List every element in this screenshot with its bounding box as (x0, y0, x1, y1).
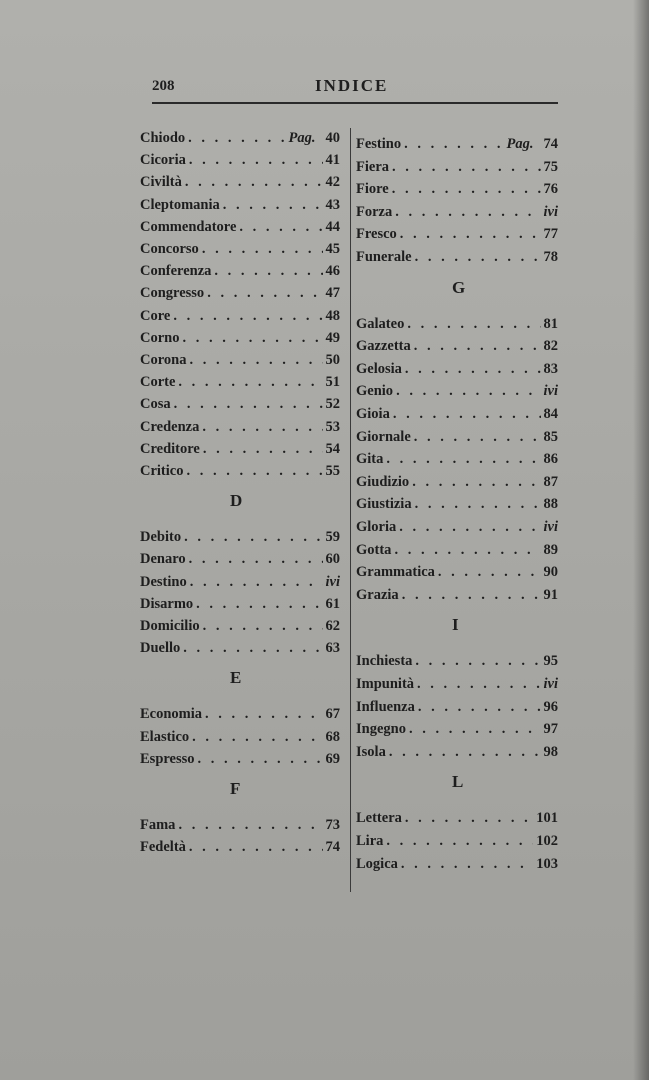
dot-leader (386, 833, 533, 850)
index-entry (356, 406, 558, 423)
entry-page-number: 76 (543, 181, 558, 198)
dot-leader (401, 856, 533, 873)
index-entry (140, 308, 340, 325)
entry-term: Cosa (140, 396, 171, 413)
index-entry (140, 618, 340, 635)
entry-page-number: 69 (325, 750, 340, 767)
entry-term: Fresco (356, 226, 397, 243)
entry-page-number: 83 (543, 360, 558, 377)
entry-page-number: 62 (325, 618, 340, 634)
dot-leader (389, 744, 541, 761)
section-letter-e: E (230, 668, 243, 688)
dot-leader (184, 529, 322, 546)
entry-page-number: 77 (543, 226, 558, 243)
entry-term: Cleptomania (140, 196, 220, 213)
index-entry (356, 587, 558, 604)
entry-term: Corno (140, 329, 180, 346)
index-entry (140, 751, 340, 768)
dot-leader (414, 429, 541, 446)
dot-leader (182, 330, 322, 347)
entry-term: Cicoria (140, 152, 186, 169)
entry-page-number: 78 (543, 249, 558, 265)
entry-term: Grammatica (356, 564, 435, 581)
entry-page-number: 91 (543, 586, 558, 603)
index-entry (356, 721, 558, 738)
page-abbrev: Pag. (506, 136, 534, 152)
index-entry (356, 159, 558, 176)
entry-term: Gloria (356, 519, 397, 535)
index-entry (140, 640, 340, 657)
index-entry (140, 374, 340, 391)
section-letter-l: L (452, 772, 465, 792)
header-rule (152, 102, 558, 104)
index-entry (356, 338, 558, 355)
entry-page-number: 44 (325, 218, 340, 235)
entry-term: Core (140, 307, 171, 324)
section-letter-f: F (230, 779, 242, 798)
index-entry (140, 263, 340, 280)
index-entry (356, 810, 558, 827)
entry-page-number: 61 (325, 595, 340, 612)
entry-term: Commendatore (140, 218, 237, 235)
entry-term: Economia (140, 706, 203, 723)
entry-term: Credenza (140, 418, 200, 435)
entry-term: Giudizio (356, 473, 410, 490)
dot-leader (190, 574, 323, 591)
index-entry (140, 706, 340, 723)
index-entry (356, 519, 558, 536)
entry-term: Grazia (356, 586, 399, 603)
dot-leader (415, 496, 541, 513)
entry-term: Influenza (356, 698, 415, 715)
entry-page-number: 73 (325, 817, 340, 833)
index-entry (356, 496, 558, 513)
entry-page-number: 45 (325, 241, 340, 257)
index-entry (356, 856, 558, 873)
index-entry (356, 204, 558, 221)
entry-term: Giornale (356, 428, 411, 445)
entry-term: Fama (140, 817, 176, 833)
entry-page-number: 90 (543, 564, 558, 581)
entry-page-number: 41 (325, 152, 340, 169)
entry-page-number: 86 (543, 451, 558, 468)
entry-term: Chiodo (140, 130, 186, 146)
dot-leader (392, 181, 541, 198)
entry-page-number: 52 (325, 396, 340, 413)
entry-page-number: 95 (543, 653, 558, 670)
index-entry (140, 551, 340, 568)
entry-page-number: 54 (325, 440, 340, 457)
dot-leader (188, 130, 285, 147)
entry-page-number: 50 (325, 352, 340, 368)
entry-term: Isola (356, 743, 386, 760)
index-entry (140, 219, 340, 236)
entry-term: Civiltà (140, 174, 182, 191)
index-entry (356, 542, 558, 559)
entry-term: Espresso (140, 750, 195, 767)
entry-term: Fiera (356, 158, 390, 175)
dot-leader (178, 374, 322, 391)
index-entry (140, 529, 340, 546)
page-abbrev: Pag. (288, 130, 316, 146)
dot-leader (409, 721, 541, 738)
entry-term: Critico (140, 463, 184, 479)
entry-page-number: ivi (543, 383, 558, 400)
index-entry (356, 451, 558, 468)
dot-leader (405, 810, 533, 827)
entry-page-number: ivi (543, 203, 558, 220)
entry-page-number: 85 (543, 428, 558, 445)
entry-page-number: 74 (325, 839, 340, 856)
entry-term: Corona (140, 352, 187, 368)
index-entry (140, 130, 340, 147)
entry-term: Fedeltà (140, 839, 186, 856)
entry-term: Fiore (356, 181, 389, 198)
dot-leader (396, 383, 540, 400)
entry-term: Creditore (140, 440, 200, 457)
dot-leader (205, 706, 322, 723)
dot-leader (400, 226, 541, 243)
dot-leader (392, 159, 540, 176)
entry-term: Galateo (356, 315, 405, 332)
index-entry (356, 564, 558, 581)
entry-term: Inchiesta (356, 653, 413, 670)
dot-leader (185, 174, 323, 191)
index-entry (356, 833, 558, 850)
dot-leader (183, 640, 322, 657)
dot-leader (412, 474, 540, 491)
index-entry (140, 152, 340, 169)
entry-page-number: ivi (325, 573, 340, 590)
dot-leader (402, 587, 541, 604)
section-letter-g: G (452, 277, 467, 297)
index-entry (356, 361, 558, 378)
entry-page-number: 98 (543, 743, 558, 760)
index-entry (140, 330, 340, 347)
index-entry (140, 174, 340, 191)
entry-page-number: 101 (536, 810, 558, 827)
entry-page-number: ivi (543, 676, 558, 692)
entry-page-number: 75 (543, 158, 558, 175)
index-entry (140, 419, 340, 436)
entry-page-number: 42 (325, 174, 340, 191)
section-letter-d: D (230, 491, 244, 511)
entry-page-number: 47 (325, 285, 340, 302)
entry-page-number: 96 (543, 698, 558, 715)
entry-page-number: 81 (543, 315, 558, 332)
dot-leader (399, 519, 540, 536)
dot-leader (223, 197, 323, 214)
index-entry (356, 383, 558, 400)
index-entry (356, 744, 558, 761)
entry-page-number: 63 (325, 640, 340, 657)
entry-page-number: 74 (543, 136, 558, 152)
entry-term: Disarmo (140, 595, 194, 612)
entry-term: Genio (356, 383, 394, 400)
entry-term: Gazzetta (356, 338, 411, 355)
index-entry (356, 136, 558, 153)
index-entry (356, 316, 558, 333)
dot-leader (178, 817, 322, 834)
index-entry (356, 181, 558, 198)
index-entry (140, 839, 340, 856)
index-entry (140, 463, 340, 480)
entry-page-number: 89 (543, 541, 558, 558)
entry-term: Gioia (356, 406, 390, 422)
entry-page-number: 84 (543, 406, 558, 422)
entry-term: Forza (356, 203, 393, 220)
entry-page-number: 51 (325, 374, 340, 391)
dot-leader (186, 463, 322, 480)
entry-term: Funerale (356, 249, 412, 265)
entry-term: Corte (140, 374, 176, 391)
entry-term: Lira (356, 833, 384, 849)
column-divider (350, 128, 351, 892)
section-letter-i: I (452, 615, 460, 635)
index-entry (356, 474, 558, 491)
dot-leader (404, 136, 503, 153)
entry-page-number: 67 (325, 706, 340, 723)
index-entry (140, 596, 340, 613)
index-entry (356, 429, 558, 446)
entry-page-number: 49 (325, 329, 340, 346)
dot-leader (189, 551, 323, 568)
entry-term: Debito (140, 529, 182, 546)
entry-page-number: 48 (325, 307, 340, 324)
entry-term: Logica (356, 855, 398, 872)
entry-term: Gita (356, 451, 384, 468)
entry-page-number: 55 (325, 463, 340, 479)
entry-term: Congresso (140, 285, 205, 302)
entry-term: Ingegno (356, 721, 406, 738)
entry-page-number: 82 (543, 338, 558, 355)
dot-leader (386, 451, 540, 468)
entry-page-number: 59 (325, 529, 340, 546)
dot-leader (203, 618, 323, 635)
entry-page-number: 40 (325, 130, 340, 146)
dot-leader (415, 653, 540, 670)
dot-leader (198, 751, 323, 768)
entry-term: Gelosia (356, 360, 402, 377)
entry-page-number: 88 (543, 496, 558, 513)
entry-term: Denaro (140, 551, 186, 568)
index-entry (356, 226, 558, 243)
entry-term: Lettera (356, 810, 402, 827)
dot-leader (438, 564, 541, 581)
index-entry (140, 441, 340, 458)
dot-leader (202, 241, 323, 258)
index-entry (140, 817, 340, 834)
entry-page-number: 53 (325, 418, 340, 435)
page-title: INDICE (315, 76, 389, 95)
dot-leader (418, 699, 541, 716)
entry-term: Festino (356, 136, 402, 152)
index-entry (140, 396, 340, 413)
entry-term: Domicilio (140, 618, 200, 634)
dot-leader (405, 361, 541, 378)
index-entry (140, 285, 340, 302)
entry-page-number: 60 (325, 551, 340, 568)
index-entry (140, 574, 340, 591)
dot-leader (214, 263, 322, 280)
dot-leader (174, 396, 323, 413)
dot-leader (202, 419, 322, 436)
entry-page-number: 43 (325, 196, 340, 213)
dot-leader (407, 316, 540, 333)
index-entry (356, 699, 558, 716)
dot-leader (207, 285, 322, 302)
dot-leader (394, 542, 540, 559)
dot-leader (414, 338, 541, 355)
entry-page-number: 103 (536, 855, 558, 872)
index-entry (140, 352, 340, 369)
entry-page-number: 68 (325, 728, 340, 745)
dot-leader (189, 152, 323, 169)
dot-leader (415, 249, 541, 266)
dot-leader (239, 219, 322, 236)
entry-term: Gotta (356, 541, 392, 558)
index-entry (140, 197, 340, 214)
entry-term: Concorso (140, 241, 199, 257)
dot-leader (173, 308, 322, 325)
index-entry (356, 676, 558, 693)
entry-term: Giustizia (356, 496, 412, 513)
entry-page-number: ivi (543, 519, 558, 535)
entry-term: Impunità (356, 676, 415, 692)
index-entry (356, 249, 558, 266)
dot-leader (395, 204, 540, 221)
page-number: 208 (152, 78, 175, 94)
entry-page-number: 46 (325, 263, 340, 280)
entry-term: Conferenza (140, 263, 212, 280)
index-entry (140, 729, 340, 746)
entry-page-number: 87 (543, 473, 558, 490)
dot-leader (196, 596, 322, 613)
entry-term: Elastico (140, 728, 190, 745)
dot-leader (192, 729, 322, 746)
index-entry (356, 653, 558, 670)
dot-leader (189, 839, 323, 856)
dot-leader (417, 676, 540, 693)
index-entry (140, 241, 340, 258)
entry-term: Destino (140, 573, 187, 590)
entry-page-number: 97 (543, 721, 558, 738)
dot-leader (393, 406, 541, 423)
entry-page-number: 102 (536, 833, 558, 849)
dot-leader (203, 441, 323, 458)
dot-leader (189, 352, 322, 369)
entry-term: Duello (140, 640, 181, 657)
